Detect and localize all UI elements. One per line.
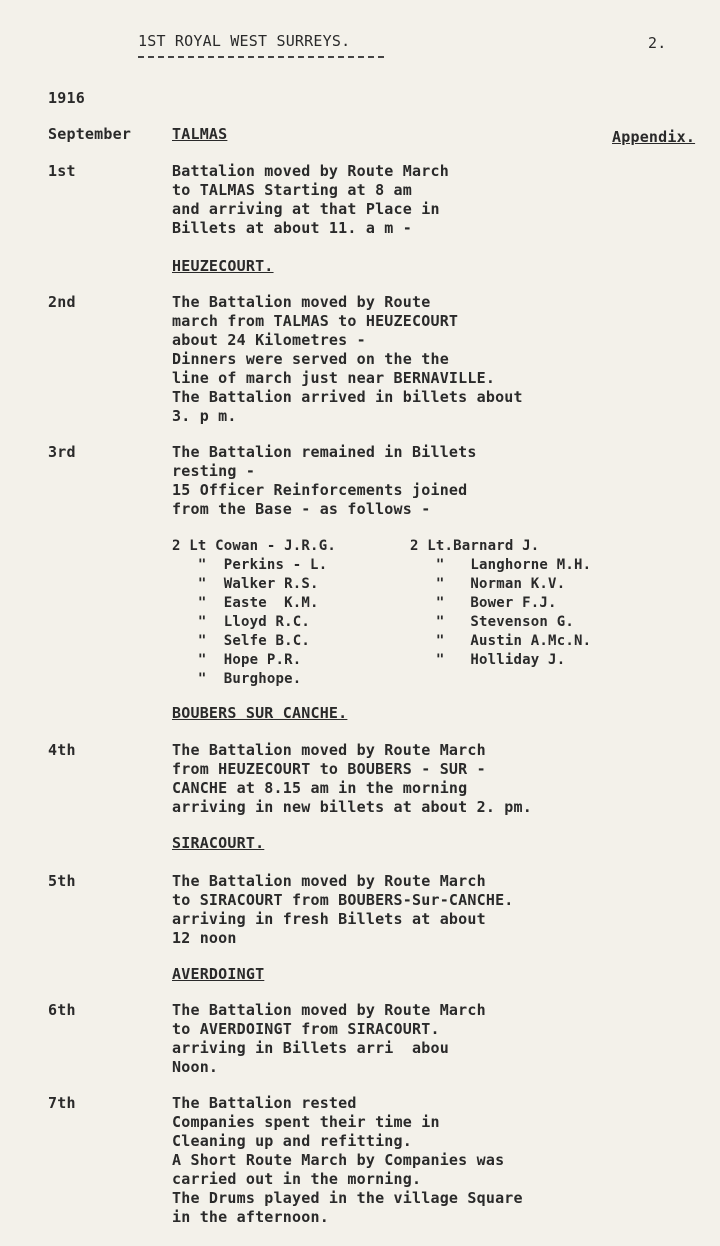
place-boubers: BOUBERS SUR CANCHE. <box>172 704 348 722</box>
place-heuzecourt: HEUZECOURT. <box>172 257 274 275</box>
day-2nd: 2nd <box>48 293 76 311</box>
month-heading: September <box>48 125 132 143</box>
day-1st: 1st <box>48 162 76 180</box>
place-siracourt: SIRACOURT. <box>172 834 265 852</box>
entry-5th: The Battalion moved by Route March to SIRACOURT from BOUBERS-Sur-CANCHE. arriving in fresh Billets at about 12 noon <box>172 872 514 947</box>
day-5th: 5th <box>48 872 76 890</box>
appendix-heading: Appendix. <box>612 128 696 146</box>
day-3rd: 3rd <box>48 443 76 461</box>
entry-6th: The Battalion moved by Route March to AVERDOINGT from SIRACOURT. arriving in Billets arri abou Noon. <box>172 1001 486 1076</box>
entry-4th: The Battalion moved by Route March from HEUZECOURT to BOUBERS - SUR - CANCHE at 8.15 am in the morning arriving in new billets at about 2. pm. <box>172 741 532 816</box>
entry-1st: Battalion moved by Route March to TALMAS Starting at 8 am and arriving at that Place in Billets at about 11. a m - <box>172 162 449 237</box>
entry-3rd: The Battalion remained in Billets resting - 15 Officer Reinforcements joined from the Base - as follows - <box>172 443 477 518</box>
day-4th: 4th <box>48 741 76 759</box>
document-title: 1ST ROYAL WEST SURREYS. <box>138 32 351 50</box>
place-averdoingt: AVERDOINGT <box>172 965 265 983</box>
officer-list-left: 2 Lt Cowan - J.R.G. " Perkins - L. " Walker R.S. " Easte K.M. " Lloyd R.C. " Selfe B.C. " Hope P.R. " Burghope. <box>172 538 336 687</box>
year-heading: 1916 <box>48 89 85 107</box>
day-6th: 6th <box>48 1001 76 1019</box>
entry-7th: The Battalion rested Companies spent their time in Cleaning up and refitting. A Short Route March by Companies was carried out in the morning. The Drums played in the village Square in the afternoon. <box>172 1094 523 1226</box>
entry-2nd: The Battalion moved by Route march from TALMAS to HEUZECOURT about 24 Kilometres - Dinners were served on the the line of march just near BERNAVILLE. The Battalion arrived in billets about 3. p m. <box>172 293 523 425</box>
page-number: 2. <box>648 34 667 52</box>
title-underline <box>138 56 384 58</box>
day-7th: 7th <box>48 1094 76 1112</box>
officer-list-right: 2 Lt.Barnard J. " Langhorne M.H. " Norman K.V. " Bower F.J. " Stevenson G. " Austin A.Mc.N. " Holliday J. <box>410 538 592 668</box>
place-talmas: TALMAS <box>172 125 228 143</box>
